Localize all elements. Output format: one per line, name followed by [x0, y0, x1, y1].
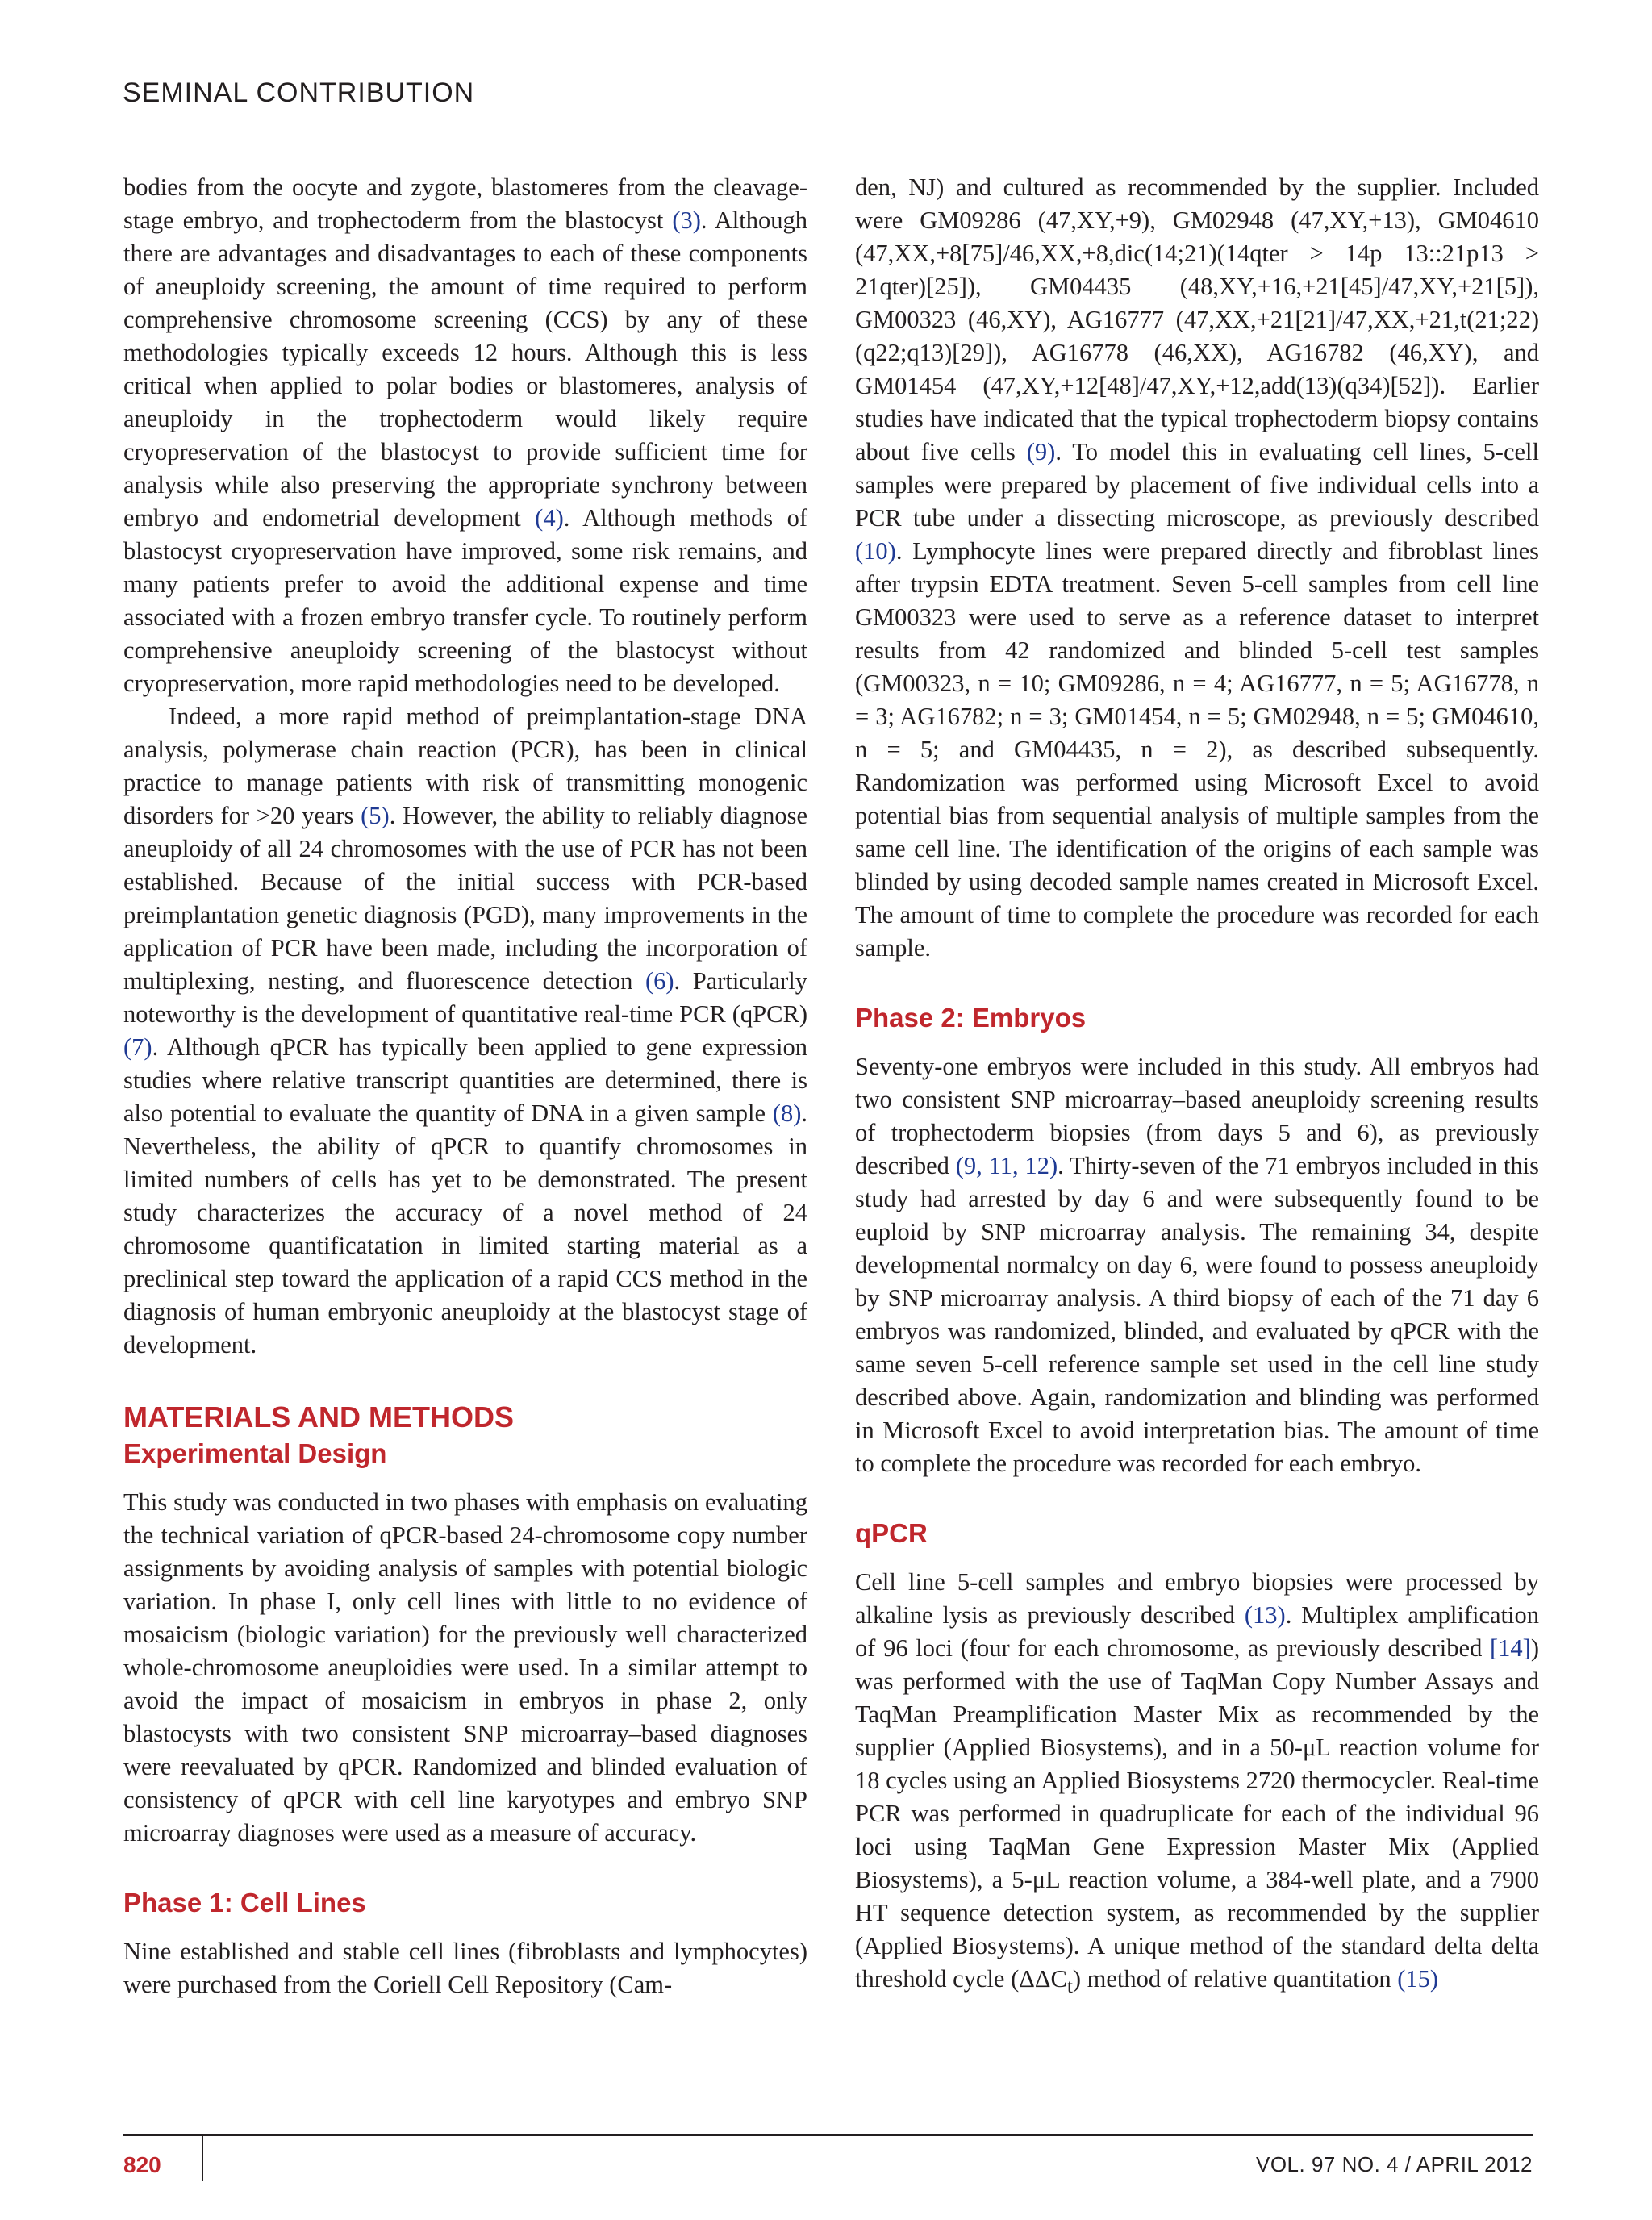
citation-link[interactable]: (9, 11, 12): [955, 1152, 1058, 1179]
citation-link[interactable]: (3): [672, 207, 701, 234]
subscript-t: t: [1066, 1975, 1073, 1998]
subheading-experimental-design: Experimental Design: [123, 1438, 387, 1468]
citation-link[interactable]: (10): [855, 537, 896, 565]
citation-link[interactable]: (5): [361, 802, 390, 829]
section-heading-methods: MATERIALS AND METHODS: [123, 1400, 514, 1433]
intro-paragraph-1: bodies from the oocyte and zygote, blastomeres from the cleavage-stage embryo, and trophectoderm from the blastocyst (3). Although there are advantages and disadvantages to each of these components of aneuploidy screening, the amount of time required to perform comprehensive chromosome screening (CCS) by any of these methodologies typically exceeds 12 hours. Although this is less critical when applied to polar bodies or blastomeres, analysis of aneuploidy in the trophectoderm would likely require cryopreservation of the blastocyst to provide sufficient time for analysis while also preserving the appropriate synchrony between embryo and endometrial development (4). Although methods of blastocyst cryopreservation have improved, some risk remains, and many patients prefer to avoid the additional expense and time associated with a frozen embryo transfer cycle. To routinely perform comprehensive aneuploidy screening of the blastocyst without cryopreservation, more rapid methodologies need to be developed.: [123, 173, 807, 697]
journal-issue: VOL. 97 NO. 4 / APRIL 2012: [1255, 2152, 1533, 2176]
subheading-qpcr: qPCR: [855, 1518, 928, 1548]
page-number: 820: [123, 2152, 161, 2177]
citation-link[interactable]: (4): [535, 504, 564, 532]
citation-link[interactable]: (8): [772, 1100, 802, 1127]
phase1-paragraph-continued: den, NJ) and cultured as recommended by the supplier. Included were GM09286 (47,XY,+9), GM02948 (47,XY,+13), GM04610 (47,XX,+8[75]/46,XX,+8,dic(14;21)(14qter > 14p 13::21p13 > 21qter)[25]), GM04435 (48,XY,+16,+21[45]/47,XY,+21[5]), GM00323 (46,XY), AG16777 (47,XX,+21[21]/47,XX,+21,t(21;22)(q22;q13)[29]), AG16778 (46,XX), AG16782 (46,XY), and GM01454 (47,XY,+12[48]/47,XY,+12,add(13)(q34)[52]). Earlier studies have indicated that the typical trophectoderm biopsy contains about five cells (9). To model this in evaluating cell lines, 5-cell samples were prepared by placement of five individual cells into a PCR tube under a dissecting microscope, as previously described (10). Lymphocyte lines were prepared directly and fibroblast lines after trypsin EDTA treatment. Seven 5-cell samples from cell line GM00323 were used to serve as a reference dataset to interpret results from 42 randomized and blinded 5-cell test samples (GM00323, n = 10; GM09286, n = 4; AG16777, n = 5; AG16778, n = 3; AG16782; n = 3; GM01454, n = 5; GM02948, n = 5; GM04610, n = 5; and GM04435, n = 2), as described subsequently. Randomization was performed using Microsoft Excel to avoid potential bias from sequential analysis of multiple samples from the same cell line. The identification of the origins of each sample was blinded by using decoded sample names created in Microsoft Excel. The amount of time to complete the procedure was recorded for each sample.: [855, 173, 1539, 962]
qpcr-paragraph: Cell line 5-cell samples and embryo biopsies were processed by alkaline lysis as previously described (13). Multiplex amplification of 96 loci (four for each chromosome, as previously described [14]) was performed with the use of TaqMan Copy Number Assays and TaqMan Preamplification Master Mix as recommended by the supplier (Applied Biosystems), and in a 50-μL reaction volume for 18 cycles using an Applied Biosystems 2720 thermocycler. Real-time PCR was performed in quadruplicate for each of the individual 96 loci using TaqMan Gene Expression Master Mix (Applied Biosystems), a 5-μL reaction volume, a 384-well plate, and a 7900 HT sequence detection system, as recommended by the supplier (Applied Biosystems). A unique method of the standard delta delta threshold cycle $(\Delta\Delta C_t)$ method of relative quantitation (15): [855, 1568, 1539, 1998]
citation-link[interactable]: (15): [1397, 1965, 1439, 1993]
subheading-phase-1: Phase 1: Cell Lines: [123, 1888, 366, 1917]
running-head: SEMINAL CONTRIBUTION: [123, 77, 475, 108]
phase1-paragraph: Nine established and stable cell lines (fibroblasts and lymphocytes) were purchased from the Coriell Cell Repository (Cam-: [123, 1938, 807, 1998]
citation-link[interactable]: (13): [1244, 1601, 1286, 1629]
citation-link[interactable]: [14]: [1490, 1634, 1531, 1662]
citation-link[interactable]: (7): [123, 1033, 152, 1061]
footer-rule: [123, 2134, 1533, 2136]
subheading-phase-2: Phase 2: Embryos: [855, 1003, 1087, 1033]
intro-paragraph-2: Indeed, a more rapid method of preimplantation-stage DNA analysis, polymerase chain reaction (PCR), has been in clinical practice to manage patients with risk of transmitting monogenic disorders for >20 years (5). However, the ability to reliably diagnose aneuploidy of all 24 chromosomes with the use of PCR has not been established. Because of the initial success with PCR-based preimplantation genetic diagnosis (PGD), many improvements in the application of PCR have been made, including the incorporation of multiplexing, nesting, and fluorescence detection (6). Particularly noteworthy is the development of quantitative real-time PCR (qPCR) (7). Although qPCR has typically been applied to gene expression studies where relative transcript quantities are determined, there is also potential to evaluate the quantity of DNA in a given sample (8). Nevertheless, the ability of qPCR to quantify chromosomes in limited numbers of cells has yet to be demonstrated. The present study characterizes the accuracy of a novel method of 24 chromosome quantificatation in limited starting material as a preclinical step toward the application of a rapid CCS method in the diagnosis of human embryonic aneuploidy at the blastocyst stage of development.: [123, 703, 807, 1358]
phase2-paragraph: Seventy-one embryos were included in this study. All embryos had two consistent SNP microarray–based aneuploidy screening results of trophectoderm biopsies (from days 5 and 6), as previously described (9, 11, 12). Thirty-seven of the 71 embryos included in this study had arrested by day 6 and were subsequently found to be euploid by SNP microarray analysis. The remaining 34, despite developmental normalcy on day 6, were found to possess aneuploidy by SNP microarray analysis. A third biopsy of each of the 71 day 6 embryos was randomized, blinded, and evaluated by qPCR with the same seven 5-cell reference sample set used in the cell line study described above. Again, randomization and blinding was performed in Microsoft Excel to avoid interpretation bias. The amount of time to complete the procedure was recorded for each embryo.: [855, 1053, 1539, 1477]
right-column: [855, 171, 1539, 2003]
citation-link[interactable]: (9): [1026, 438, 1056, 465]
footer-divider: [202, 2134, 203, 2181]
citation-link[interactable]: (6): [645, 967, 674, 995]
design-paragraph: This study was conducted in two phases with emphasis on evaluating the technical variation of qPCR-based 24-chromosome copy number assignments by avoiding analysis of samples with potential biologic variation. In phase I, only cell lines with little to no evidence of mosaicism (biologic variation) for the previously well characterized whole-chromosome aneuploidies were used. In a similar attempt to avoid the impact of mosaicism in embryos in phase 2, only blastocysts with two consistent SNP microarray–based diagnoses were reevaluated by qPCR. Randomized and blinded evaluation of consistency of qPCR with cell line karyotypes and embryo SNP microarray diagnoses were used as a measure of accuracy.: [123, 1488, 807, 1847]
left-column: [123, 171, 807, 2001]
